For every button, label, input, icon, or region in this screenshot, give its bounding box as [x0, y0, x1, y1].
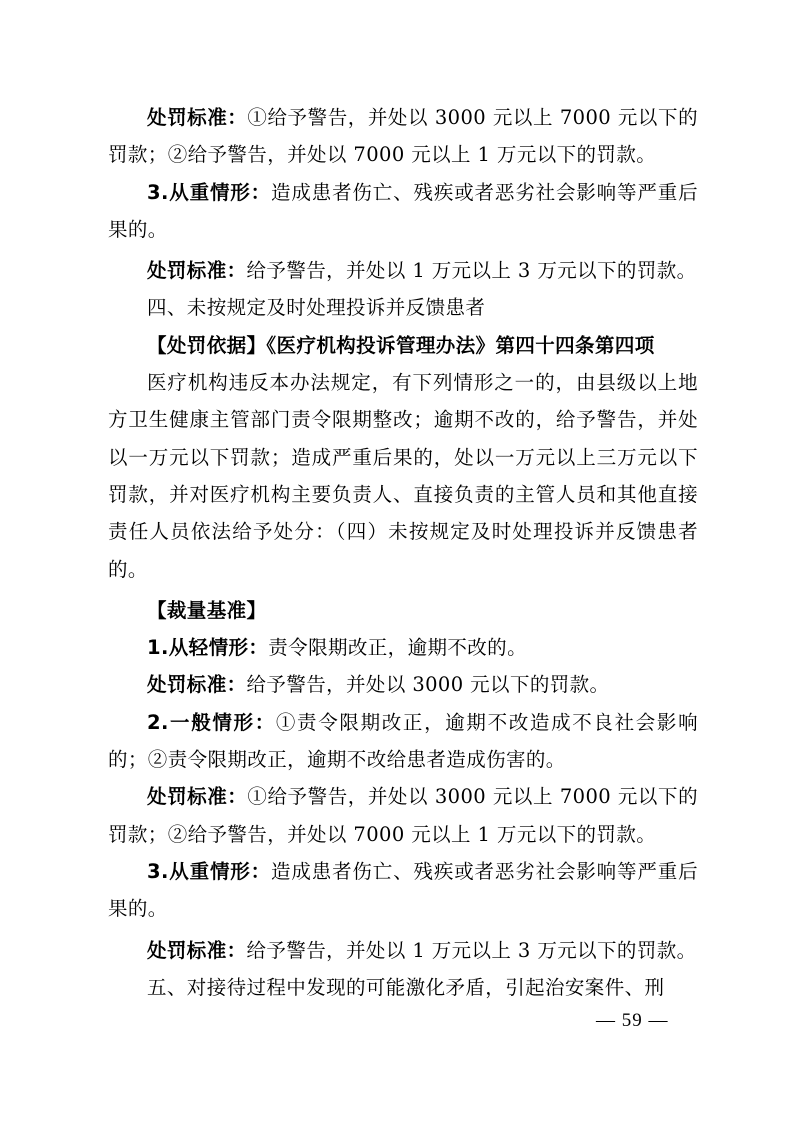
paragraph: [108, 666, 698, 703]
paragraph-lead: 处罚标准：: [147, 785, 248, 809]
paragraph: [108, 853, 698, 928]
discretion-heading: [108, 592, 698, 629]
document-page: [108, 99, 698, 1006]
paragraph-lead: 【处罚依据】《医疗机构投诉管理办法》第四十四条第四项: [147, 333, 655, 357]
section-heading: [108, 289, 698, 326]
paragraph-text: 医疗机构违反本办法规定，有下列情形之一的，由县级以上地方卫生健康主管部门责令限期整改；逾期不改的，给予警告，并处以一万元以下罚款；造成严重后果的，处以一万元以上三万元以下罚款，并对医疗机构主要负责人、直接负责的主管人员和其他直接责任人员依法给予处分：（四）未按规定及时处理投诉并反馈患者的。: [108, 371, 698, 581]
paragraph-text: 造成患者伤亡、残疾或者恶劣社会影响等严重后果的。: [108, 859, 699, 921]
paragraph-lead: 处罚标准：: [147, 259, 247, 283]
paragraph: [108, 704, 698, 779]
paragraph: [108, 778, 698, 853]
paragraph-lead: 【裁量基准】: [147, 598, 267, 622]
paragraph: [108, 252, 698, 289]
paragraph-text: 给予警告，并处以 3000 元以下的罚款。: [246, 673, 610, 697]
section-heading: [108, 969, 698, 1006]
paragraph-text: 给予警告，并处以 1 万元以上 3 万元以下的罚款。: [246, 938, 697, 962]
paragraph-text: 四、未按规定及时处理投诉并反馈患者: [147, 296, 486, 320]
paragraph-text: 造成患者伤亡、残疾或者恶劣社会影响等严重后果的。: [108, 180, 699, 241]
paragraph-text: ①责令限期改正，逾期不改造成不良社会影响的；②责令限期改正，逾期不改给患者造成伤害的。: [108, 710, 698, 772]
paragraph-text: ①给予警告，并处以 3000 元以上 7000 元以下的罚款；②给予警告，并处以 7000 元以上 1 万元以下的罚款。: [108, 106, 698, 167]
paragraph: [108, 932, 698, 969]
paragraph: [108, 364, 698, 588]
paragraph-lead: 处罚标准：: [147, 938, 247, 962]
paragraph-lead: 处罚标准：: [147, 673, 247, 697]
paragraph-lead: 2.一般情形：: [147, 710, 276, 734]
paragraph-lead: 1.从轻情形：: [147, 636, 269, 660]
paragraph: [108, 174, 698, 249]
page-number: — 59 —: [596, 1010, 669, 1031]
paragraph-lead: 3.从重情形：: [147, 859, 272, 883]
legal-basis-heading: [108, 327, 698, 364]
paragraph-text: ①给予警告，并处以 3000 元以上 7000 元以下的罚款；②给予警告，并处以 7000 元以上 1 万元以下的罚款。: [108, 785, 698, 846]
paragraph-text: 责令限期改正，逾期不改的。: [268, 636, 527, 660]
paragraph: [108, 99, 698, 174]
paragraph: [108, 629, 698, 666]
paragraph-text: 给予警告，并处以 1 万元以上 3 万元以下的罚款。: [246, 259, 697, 283]
paragraph-text: 五、对接待过程中发现的可能激化矛盾，引起治安案件、刑: [147, 975, 665, 999]
paragraph-lead: 3.从重情形：: [147, 180, 272, 204]
paragraph-lead: 处罚标准：: [147, 106, 248, 129]
